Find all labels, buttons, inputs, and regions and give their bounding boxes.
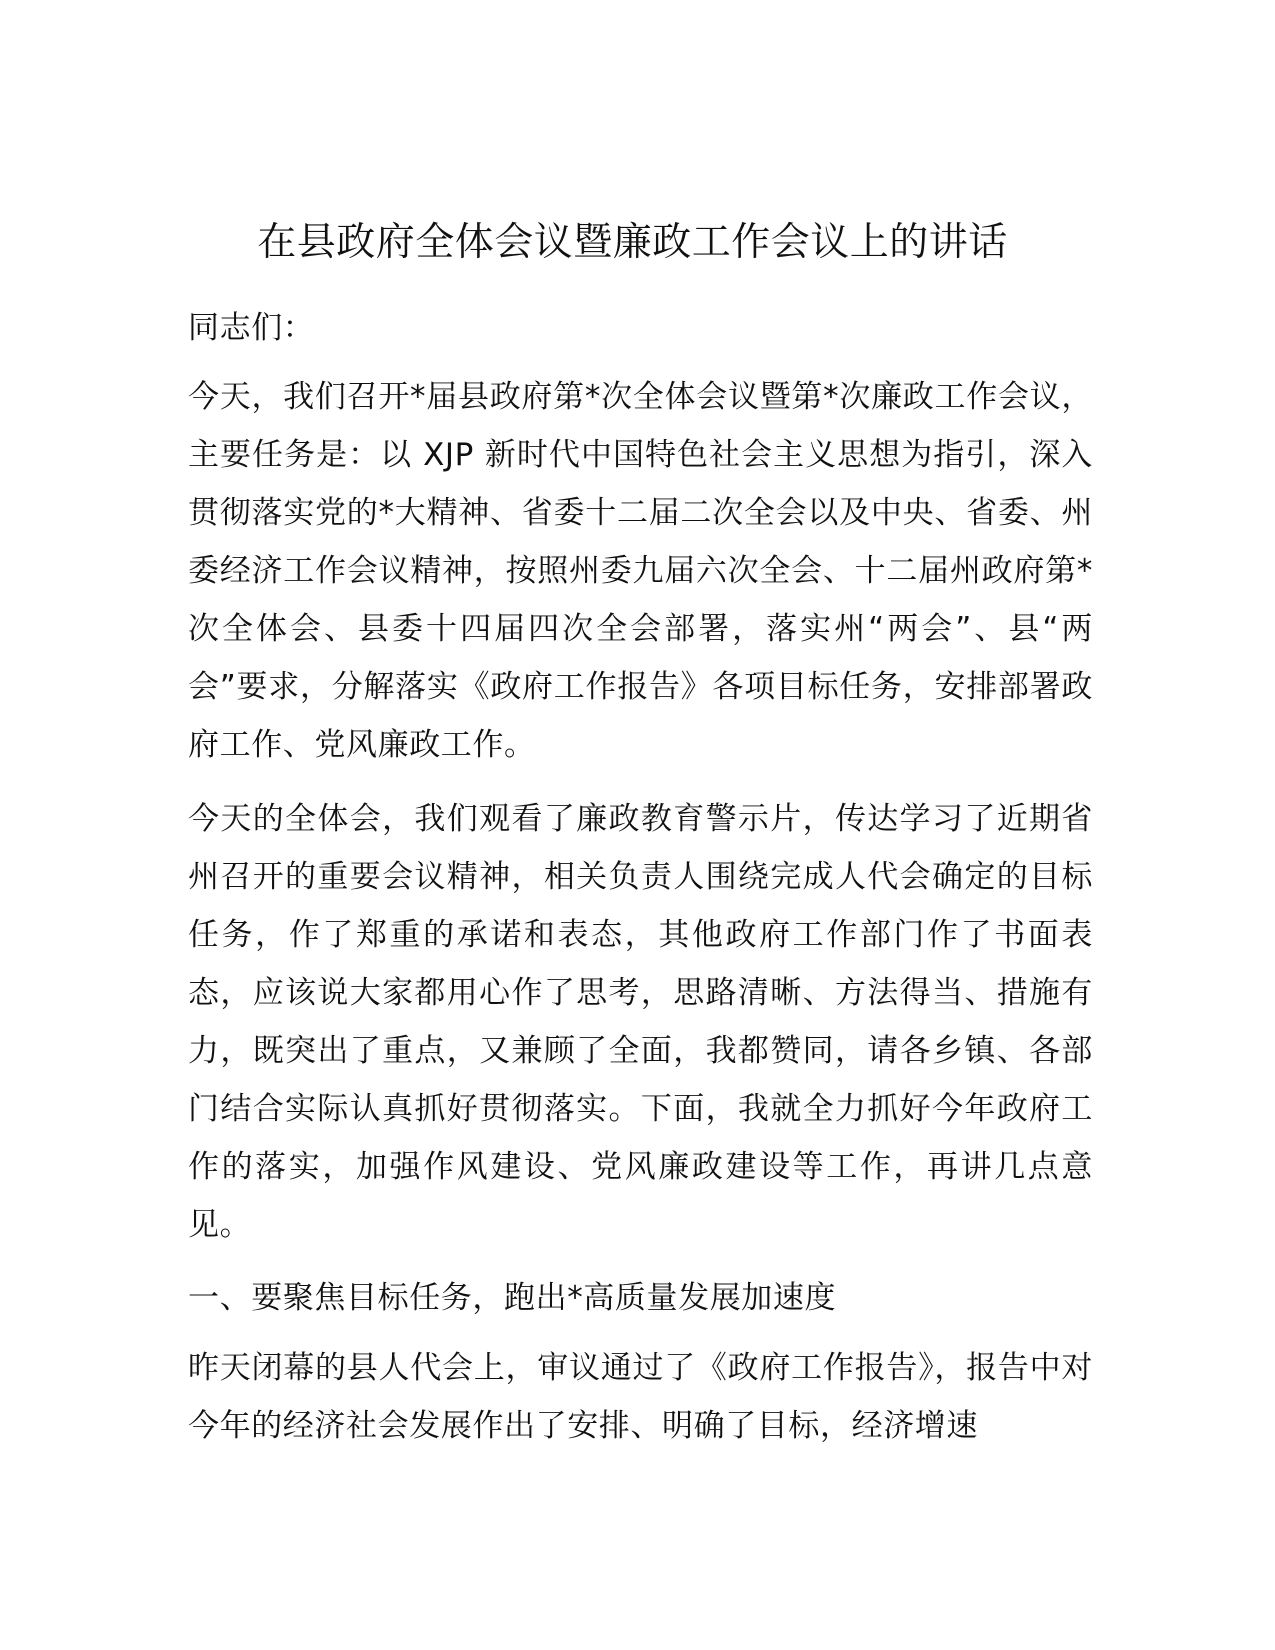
paragraph-2: 今天的全体会，我们观看了廉政教育警示片，传达学习了近期省州召开的重要会议精神，相关负责人围绕完成人代会确定的目标任务，作了郑重的承诺和表态，其他政府工作部门作了书面表态，应该说大家都用心作了思考，思路清晰、方法得当、措施有力，既突出了重点，又兼顾了全面，我都赞同，请各乡镇、各部门结合实际认真抓好贯彻落实。下面，我就全力抓好今年政府工作的落实，加强作风建设、党风廉政建设等工作，再讲几点意见。 — [188, 801, 1093, 1243]
section-heading-1: 一、要聚焦目标任务，跑出*高质量发展加速度 — [188, 1280, 837, 1316]
paragraph-1: 今天，我们召开*届县政府第*次全体会议暨第*次廉政工作会议，主要任务是：以 XJP 新时代中国特色社会主义思想为指引，深入贯彻落实党的*大精神、省委十二届二次全会以及中央、省委、州委经济工作会议精神，按照州委九届六次全会、十二届州政府第*次全体会、县委十四届四次全会部署，落实州“两会”、县“两会”要求，分解落实《政府工作报告》各项目标任务，安排部署政府工作、党风廉政工作。 — [188, 379, 1093, 763]
paragraph-3: 昨天闭幕的县人代会上，审议通过了《政府工作报告》，报告中对今年的经济社会发展作出了安排、明确了目标，经济增速 — [188, 1350, 1093, 1444]
salutation: 同志们： — [188, 310, 315, 346]
document-title: 在县政府全体会议暨廉政工作会议上的讲话 — [257, 220, 1008, 265]
